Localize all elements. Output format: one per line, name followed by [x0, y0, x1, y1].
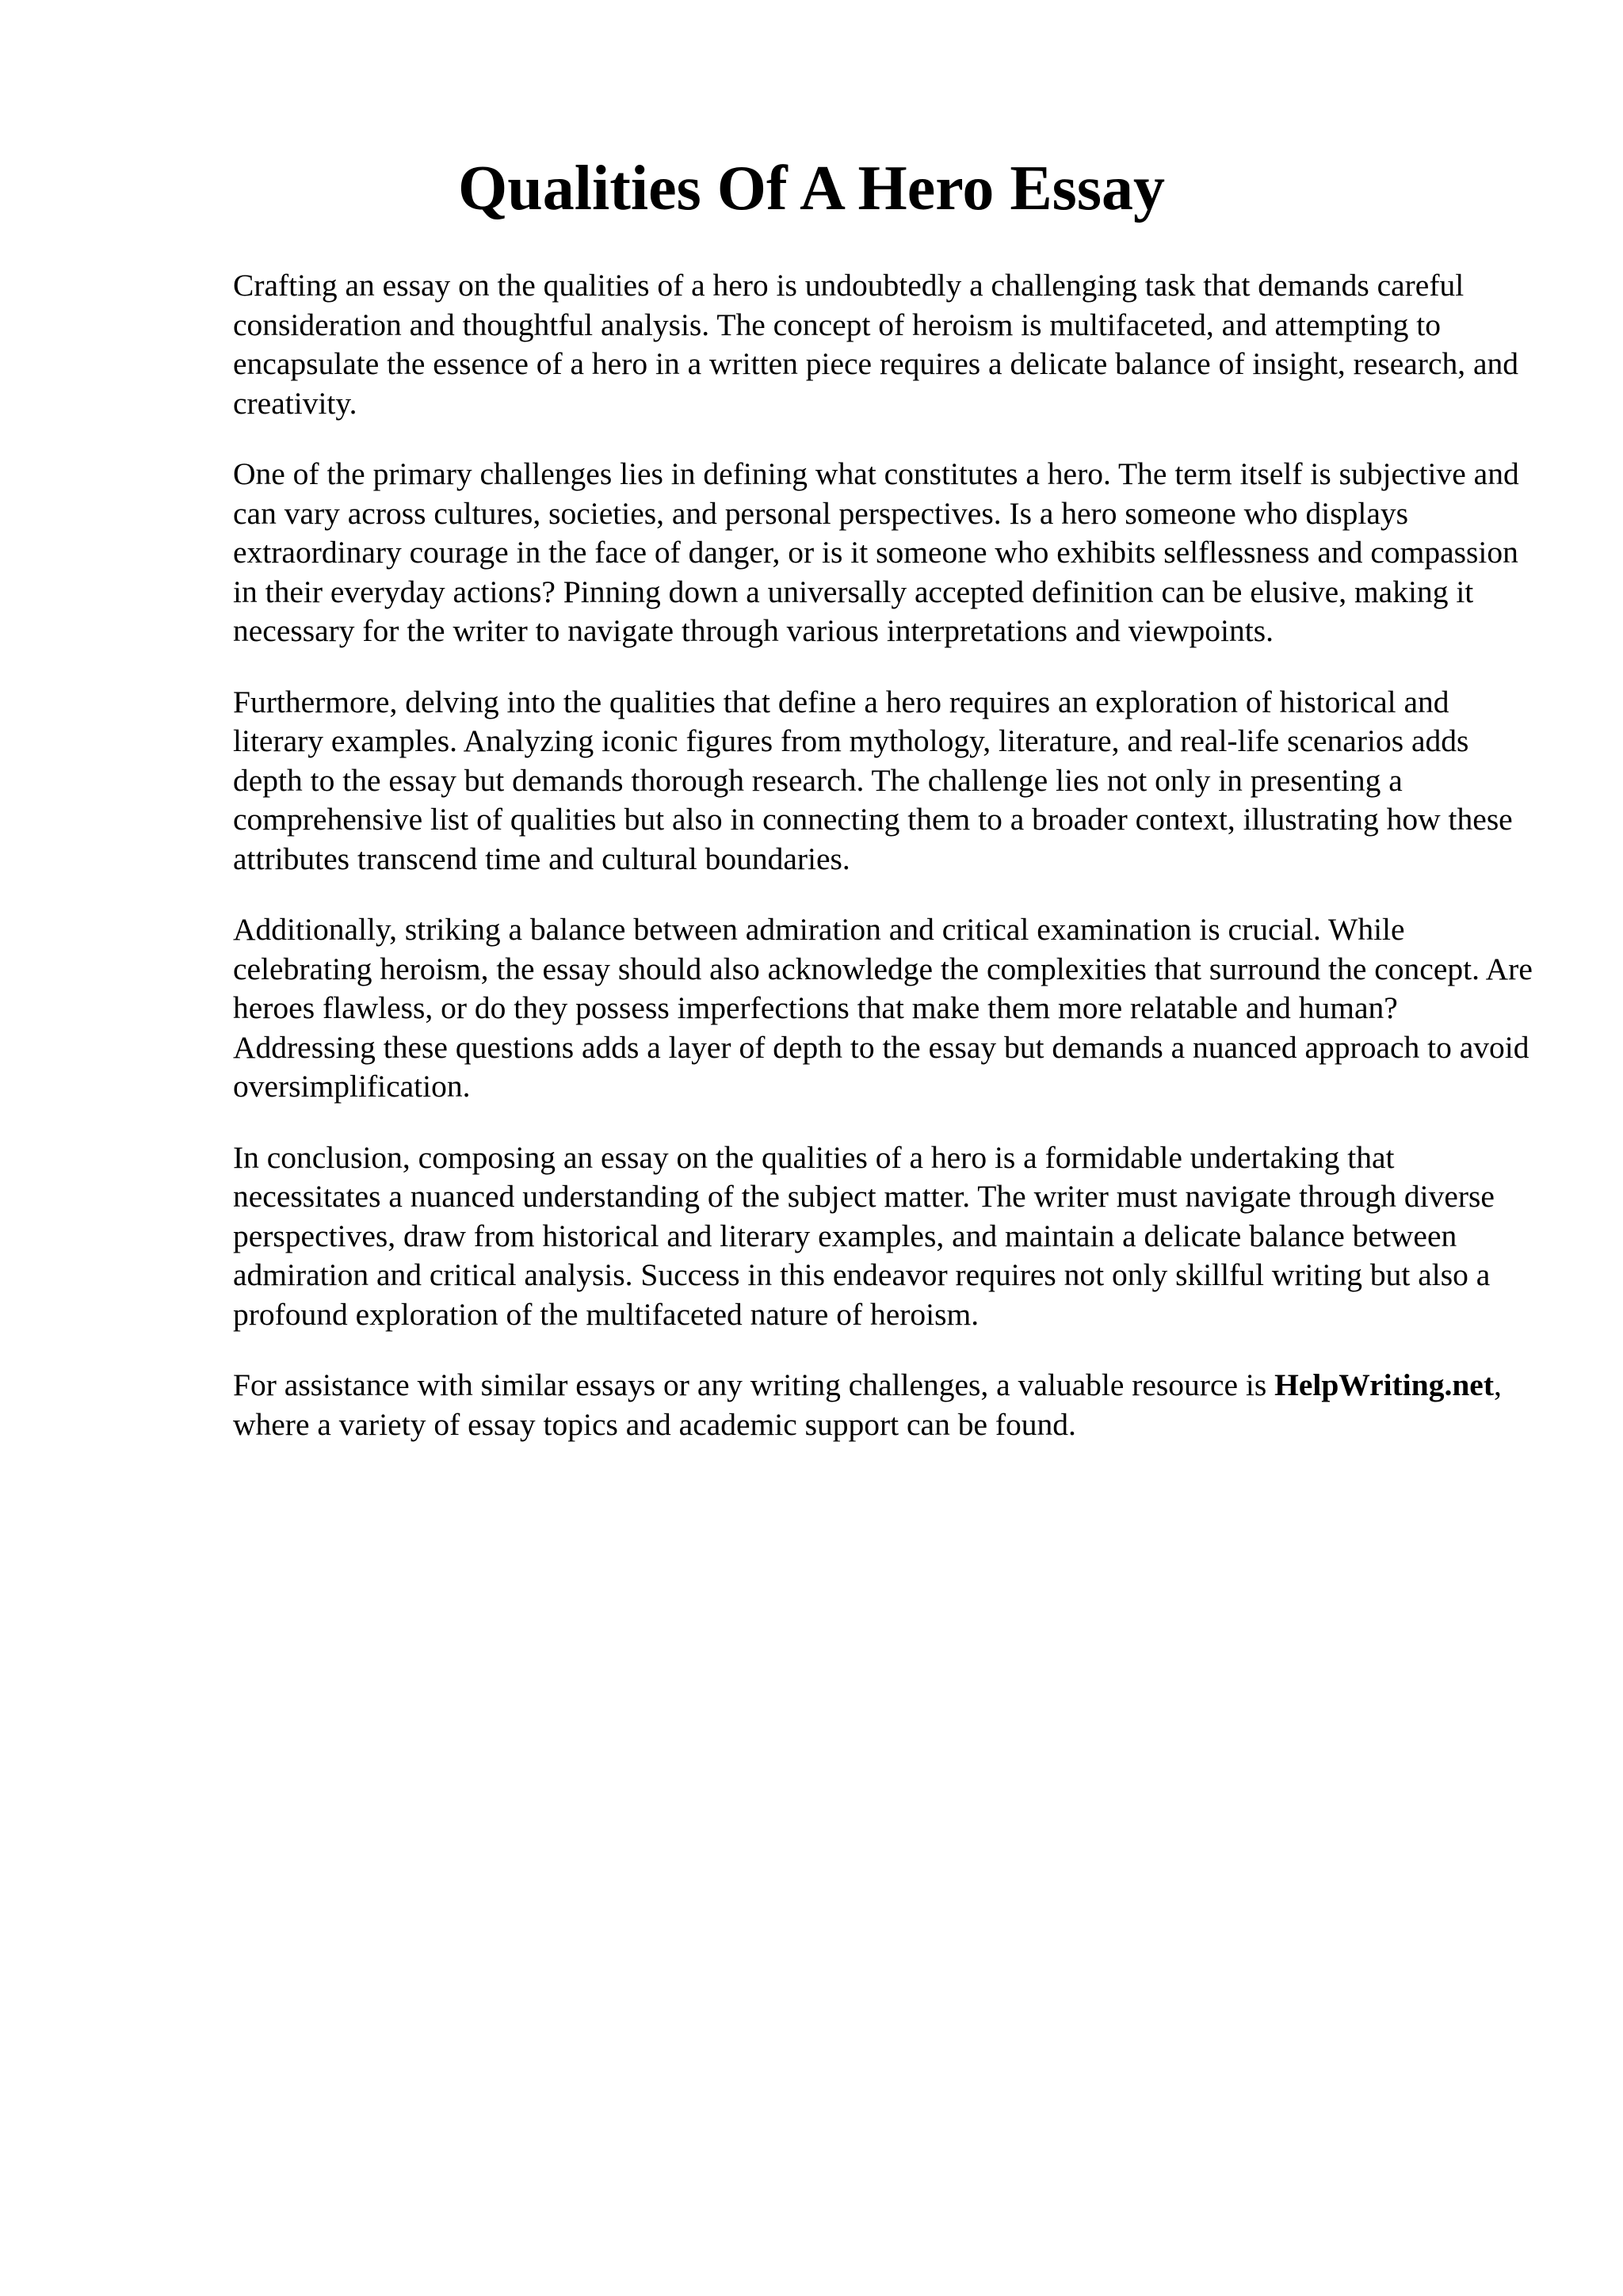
closing-paragraph — [233, 1366, 1533, 1444]
essay-body — [233, 266, 1533, 1476]
paragraph-4: Additionally, striking a balance between admiration and critical examination is crucial. While celebrating heroism, the essay should also acknowledge the complexities that surround the concept. Are heroes flawless, or do they possess imperfections that make them more relatable and human? Addressing these questions adds a layer of depth to the essay but demands a nuanced approach to avoid oversimplification. — [233, 912, 1533, 1104]
paragraph-1: Crafting an essay on the qualities of a hero is undoubtedly a challenging task that demands careful consideration and thoughtful analysis. The concept of heroism is multifaceted, and attempting to encapsulate the essence of a hero in a written piece requires a delicate balance of insight, research, and creativity. — [233, 268, 1519, 421]
paragraph-5: In conclusion, composing an essay on the qualities of a hero is a formidable undertaking that necessitates a nuanced understanding of the subject matter. The writer must navigate through diverse perspectives, draw from historical and literary examples, and maintain a delicate balance between admiration and critical analysis. Success in this endeavor requires not only skillful writing but also a profound exploration of the multifaceted nature of heroism. — [233, 1139, 1495, 1332]
page-title: Qualities Of A Hero Essay — [458, 154, 1165, 223]
paragraph-3: Furthermore, delving into the qualities that define a hero requires an exploration of historical and literary examples. Analyzing iconic figures from mythology, literature, and real-life scenarios adds depth to the essay but demands thorough research. The challenge lies not only in presenting a comprehensive list of qualities but also in connecting them to a broader context, illustrating how these attributes transcend time and cultural boundaries. — [233, 684, 1513, 876]
closing-intro-text: For assistance with similar essays or any writing challenges, a valuable resource is — [233, 1367, 1275, 1402]
helpwriting-link[interactable]: HelpWriting.net — [1274, 1367, 1494, 1402]
paragraph-2: One of the primary challenges lies in defining what constitutes a hero. The term itself is subjective and can vary across cultures, societies, and personal perspectives. Is a hero someone who displays extraordinary courage in the face of danger, or is it someone who exhibits selflessness and compassion in their everyday actions? Pinning down a universally accepted definition can be elusive, making it necessary for the writer to navigate through various interpretations and viewpoints. — [233, 456, 1519, 648]
closing-outro-text: , where a variety of essay topics and academic support can be found. — [233, 1367, 1502, 1442]
